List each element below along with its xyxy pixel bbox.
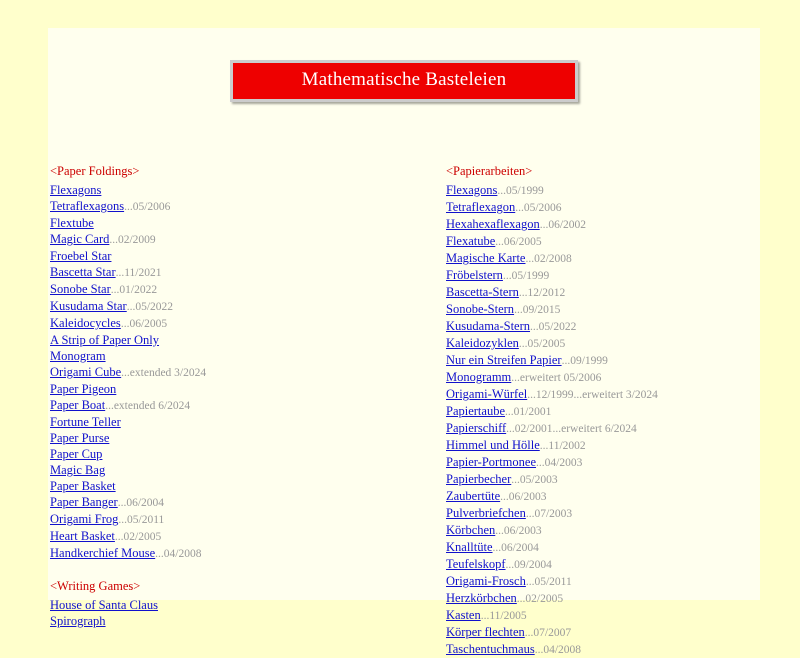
link-note: ...05/2006 — [124, 201, 171, 213]
list-item — [50, 248, 430, 264]
link-item[interactable]: Fortune Teller — [50, 415, 121, 429]
list-item — [446, 284, 756, 301]
link-item[interactable]: Papier-Portmonee — [446, 455, 537, 469]
list-item — [446, 522, 756, 539]
link-item[interactable]: Flextube — [50, 216, 94, 230]
link-note: ...01/2022 — [110, 284, 158, 296]
link-note: ...09/1999 — [561, 355, 608, 367]
list-item — [446, 352, 756, 369]
list-item — [446, 624, 756, 641]
list-item — [50, 511, 430, 528]
list-item — [50, 446, 430, 462]
section-heading: <Writing Games> — [50, 579, 141, 593]
list-item — [50, 613, 430, 629]
link-item[interactable]: Nur ein Streifen Papier — [446, 353, 562, 367]
link-item[interactable]: Spirograph — [50, 614, 106, 628]
link-note: ...11/2005 — [480, 610, 527, 622]
link-item[interactable]: Knalltüte — [446, 540, 493, 554]
link-note: ...04/2008 — [155, 548, 202, 560]
link-note: ...05/2011 — [118, 514, 165, 526]
link-item[interactable]: Magische Karte — [446, 251, 526, 265]
link-note: ...06/2003 — [495, 525, 542, 537]
link-note: ...11/2002 — [539, 440, 586, 452]
link-note: ...extended 3/2024 — [121, 367, 207, 379]
list-item — [446, 301, 756, 318]
link-item[interactable]: Kusudama Star — [50, 299, 127, 313]
list-item — [50, 231, 430, 248]
link-note: ...erweitert 05/2006 — [511, 372, 602, 384]
list-item — [446, 488, 756, 505]
link-item[interactable]: Paper Basket — [50, 479, 116, 493]
link-item[interactable]: Hexahexaflexagon — [446, 217, 540, 231]
link-note: ...02/2005 — [114, 531, 162, 543]
list-item — [50, 414, 430, 430]
link-item[interactable]: Monogramm — [446, 370, 512, 384]
page-content — [48, 28, 760, 656]
link-note: ...02/2009 — [109, 234, 156, 246]
column-right — [446, 164, 756, 658]
link-item[interactable]: Zaubertüte — [446, 489, 501, 503]
list-item — [446, 505, 756, 522]
link-item[interactable]: Origami-Frosch — [446, 574, 526, 588]
link-note: ...01/2001 — [505, 406, 552, 418]
list-item — [446, 573, 756, 590]
list-item — [446, 182, 756, 199]
list-item — [50, 298, 430, 315]
link-note: ...05/2003 — [511, 474, 558, 486]
link-note: ...06/2003 — [500, 491, 547, 503]
link-item[interactable]: Origami Frog — [50, 512, 119, 526]
link-item[interactable]: Kaleidocycles — [50, 316, 121, 330]
link-item[interactable]: Papierschiff — [446, 421, 507, 435]
link-note: ...05/2022 — [530, 321, 577, 333]
link-item[interactable]: Paper Purse — [50, 431, 110, 445]
link-item[interactable]: Sonobe-Stern — [446, 302, 515, 316]
list-item — [50, 545, 430, 562]
link-item[interactable]: Kasten — [446, 608, 481, 622]
link-item[interactable]: Teufelskopf — [446, 557, 506, 571]
link-item[interactable]: Origami-Würfel — [446, 387, 528, 401]
link-item[interactable]: Körper flechten — [446, 625, 525, 639]
link-note: ...06/2005 — [495, 236, 542, 248]
link-note: ...05/2006 — [515, 202, 562, 214]
list-item — [50, 597, 430, 613]
link-item[interactable]: Tetraflexagons — [50, 199, 125, 213]
list-item — [446, 233, 756, 250]
link-note: ...05/1999 — [497, 185, 544, 197]
link-item[interactable]: Kusudama-Stern — [446, 319, 531, 333]
link-item[interactable]: Sonobe Star — [50, 282, 111, 296]
list-item — [50, 397, 430, 414]
link-note: ...06/2004 — [492, 542, 539, 554]
list-item — [50, 182, 430, 198]
link-item[interactable]: Papiertaube — [446, 404, 506, 418]
link-item[interactable]: Flexagons — [446, 183, 498, 197]
link-item[interactable]: Froebel Star — [50, 249, 112, 263]
link-note: ...12/1999...erweitert 3/2024 — [527, 389, 658, 401]
list-item — [50, 430, 430, 446]
list-item — [446, 471, 756, 488]
link-item[interactable]: Körbchen — [446, 523, 496, 537]
link-note: ...02/2008 — [525, 253, 572, 265]
section-heading: <Paper Foldings> — [50, 164, 140, 178]
link-note: ...05/1999 — [502, 270, 550, 282]
link-item[interactable]: Papierbecher — [446, 472, 512, 486]
list-item — [446, 386, 756, 403]
link-note: ...04/2008 — [534, 644, 582, 656]
link-item[interactable]: Tetraflexagon — [446, 200, 516, 214]
link-note: ...07/2007 — [524, 627, 572, 639]
list-item — [446, 369, 756, 386]
link-note: ...05/2005 — [518, 338, 566, 350]
link-note: ...12/2012 — [518, 287, 566, 299]
list-item — [446, 403, 756, 420]
link-item[interactable]: Handkerchief Mouse — [50, 546, 156, 560]
link-item[interactable]: Taschentuchmaus — [446, 642, 535, 656]
list-item — [446, 539, 756, 556]
page-title: Mathematische Basteleien — [301, 69, 507, 90]
link-note: ...05/2022 — [126, 301, 174, 313]
title-box — [230, 60, 578, 102]
link-item[interactable]: Magic Bag — [50, 463, 106, 477]
list-item — [50, 215, 430, 231]
link-note: ...extended 6/2024 — [105, 400, 191, 412]
list-item — [446, 641, 756, 658]
list-item — [50, 462, 430, 478]
link-item[interactable]: Flexatube — [446, 234, 496, 248]
list-item — [50, 332, 430, 348]
link-item[interactable]: Origami Cube — [50, 365, 122, 379]
list-item — [50, 478, 430, 494]
list-item — [50, 264, 430, 281]
section-heading: <Papierarbeiten> — [446, 164, 533, 178]
list-item — [446, 556, 756, 573]
link-item[interactable]: Paper Pigeon — [50, 382, 117, 396]
link-note: ...02/2005 — [516, 593, 564, 605]
list-item — [50, 381, 430, 397]
link-item[interactable]: Paper Boat — [50, 398, 106, 412]
link-item[interactable]: Bascetta Star — [50, 265, 116, 279]
link-item[interactable]: Bascetta-Stern — [446, 285, 519, 299]
list-item — [50, 364, 430, 381]
link-note: ...09/2015 — [514, 304, 561, 316]
link-item[interactable]: Himmel und Hölle — [446, 438, 540, 452]
list-item — [446, 216, 756, 233]
page-title-banner — [48, 28, 760, 102]
list-item — [50, 315, 430, 332]
list-item — [446, 420, 756, 437]
link-note: ...06/2005 — [120, 318, 168, 330]
link-note: ...11/2021 — [115, 267, 162, 279]
list-item — [50, 528, 430, 545]
list-item — [446, 335, 756, 352]
list-item — [50, 281, 430, 298]
link-item[interactable]: Paper Banger — [50, 495, 118, 509]
list-item — [446, 607, 756, 624]
list-item — [446, 199, 756, 216]
link-item[interactable]: Herzkörbchen — [446, 591, 517, 605]
list-item — [446, 437, 756, 454]
list-item — [50, 494, 430, 511]
link-note: ...06/2004 — [117, 497, 165, 509]
list-item — [50, 198, 430, 215]
list-item — [446, 454, 756, 471]
link-item[interactable]: Heart Basket — [50, 529, 115, 543]
link-item[interactable]: Pulverbriefchen — [446, 506, 526, 520]
list-item — [446, 267, 756, 284]
link-note: ...06/2002 — [539, 219, 587, 231]
link-item[interactable]: Fröbelstern — [446, 268, 503, 282]
list-item — [446, 250, 756, 267]
list-item — [50, 348, 430, 364]
link-note: ...02/2001...erweitert 6/2024 — [506, 423, 637, 435]
list-item — [446, 590, 756, 607]
link-note: ...07/2003 — [525, 508, 573, 520]
link-item[interactable]: A Strip of Paper Only — [50, 333, 160, 347]
link-item[interactable]: Monogram — [50, 349, 106, 363]
link-item[interactable]: Flexagons — [50, 183, 102, 197]
list-item — [446, 318, 756, 335]
link-note: ...09/2004 — [505, 559, 552, 571]
link-item[interactable]: Magic Card — [50, 232, 110, 246]
column-left — [50, 164, 430, 629]
link-note: ...04/2003 — [536, 457, 583, 469]
link-note: ...05/2011 — [525, 576, 572, 588]
link-item[interactable]: Paper Cup — [50, 447, 103, 461]
link-item[interactable]: House of Santa Claus — [50, 598, 158, 612]
link-item[interactable]: Kaleidozyklen — [446, 336, 519, 350]
